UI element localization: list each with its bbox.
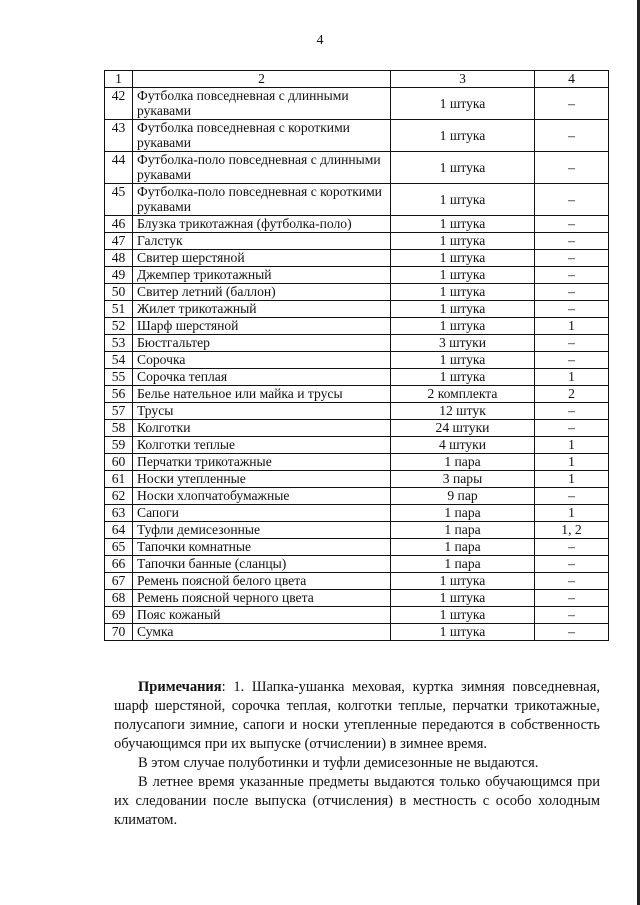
row-quantity: 1 пара: [391, 505, 535, 522]
row-number: 46: [105, 216, 133, 233]
row-quantity: 1 штука: [391, 267, 535, 284]
row-quantity: 24 штуки: [391, 420, 535, 437]
row-quantity: 1 штука: [391, 250, 535, 267]
table-row: [105, 250, 609, 267]
row-item-name: Футболка-поло повседневная с короткими рукавами: [133, 184, 391, 216]
row-item-name: Жилет трикотажный: [133, 301, 391, 318]
row-number: 62: [105, 488, 133, 505]
row-item-name: Ремень поясной белого цвета: [133, 573, 391, 590]
row-note-ref: –: [535, 488, 609, 505]
table-row: [105, 437, 609, 454]
row-item-name: Белье нательное или майка и трусы: [133, 386, 391, 403]
table-row: [105, 386, 609, 403]
row-item-name: Шарф шерстяной: [133, 318, 391, 335]
row-note-ref: –: [535, 152, 609, 184]
table-row: [105, 152, 609, 184]
row-item-name: Блузка трикотажная (футболка-поло): [133, 216, 391, 233]
row-number: 65: [105, 539, 133, 556]
clothing-items-table: [104, 70, 609, 641]
table-body: [105, 88, 609, 641]
row-note-ref: –: [535, 590, 609, 607]
row-number: 59: [105, 437, 133, 454]
row-quantity: 1 штука: [391, 120, 535, 152]
row-item-name: Джемпер трикотажный: [133, 267, 391, 284]
row-number: 48: [105, 250, 133, 267]
row-item-name: Свитер летний (баллон): [133, 284, 391, 301]
row-number: 52: [105, 318, 133, 335]
table-row: [105, 216, 609, 233]
row-item-name: Тапочки банные (сланцы): [133, 556, 391, 573]
row-item-name: Трусы: [133, 403, 391, 420]
row-quantity: 1 штука: [391, 590, 535, 607]
table-row: [105, 505, 609, 522]
table-row: [105, 369, 609, 386]
row-quantity: 1 штука: [391, 301, 535, 318]
row-quantity: 1 штука: [391, 624, 535, 641]
header-col-2: 2: [133, 71, 391, 88]
row-number: 56: [105, 386, 133, 403]
row-note-ref: 1: [535, 471, 609, 488]
row-item-name: Футболка повседневная с короткими рукавами: [133, 120, 391, 152]
row-note-ref: –: [535, 335, 609, 352]
row-quantity: 1 штука: [391, 607, 535, 624]
table-row: [105, 539, 609, 556]
row-quantity: 1 пара: [391, 556, 535, 573]
row-note-ref: 1, 2: [535, 522, 609, 539]
table-row: [105, 318, 609, 335]
table-row: [105, 590, 609, 607]
row-note-ref: –: [535, 284, 609, 301]
row-item-name: Колготки: [133, 420, 391, 437]
notes-section: [114, 678, 600, 830]
row-quantity: 12 штук: [391, 403, 535, 420]
row-note-ref: –: [535, 539, 609, 556]
table-row: [105, 624, 609, 641]
row-number: 60: [105, 454, 133, 471]
table-row: [105, 573, 609, 590]
row-number: 55: [105, 369, 133, 386]
row-item-name: Футболка повседневная с длинными рукавами: [133, 88, 391, 120]
table-row: [105, 471, 609, 488]
table-row: [105, 120, 609, 152]
table-row: [105, 233, 609, 250]
row-item-name: Галстук: [133, 233, 391, 250]
row-quantity: 1 штука: [391, 352, 535, 369]
row-note-ref: –: [535, 556, 609, 573]
row-number: 66: [105, 556, 133, 573]
row-note-ref: –: [535, 573, 609, 590]
row-note-ref: –: [535, 233, 609, 250]
notes-paragraph-3: В летнее время указанные предметы выдаются только обучающимся при их следовании после выпуска (отчисления) в местность с особо холодным климатом.: [114, 774, 600, 828]
row-note-ref: 1: [535, 437, 609, 454]
row-item-name: Сорочка теплая: [133, 369, 391, 386]
row-note-ref: 2: [535, 386, 609, 403]
row-note-ref: 1: [535, 318, 609, 335]
row-note-ref: –: [535, 624, 609, 641]
row-quantity: 1 штука: [391, 184, 535, 216]
table-row: [105, 184, 609, 216]
row-number: 51: [105, 301, 133, 318]
row-item-name: Ремень поясной черного цвета: [133, 590, 391, 607]
row-number: 70: [105, 624, 133, 641]
row-number: 53: [105, 335, 133, 352]
table-row: [105, 88, 609, 120]
row-note-ref: –: [535, 216, 609, 233]
row-quantity: 1 штука: [391, 216, 535, 233]
row-note-ref: –: [535, 184, 609, 216]
row-quantity: 1 штука: [391, 318, 535, 335]
row-quantity: 1 штука: [391, 152, 535, 184]
row-number: 42: [105, 88, 133, 120]
row-item-name: Колготки теплые: [133, 437, 391, 454]
row-number: 58: [105, 420, 133, 437]
row-quantity: 3 штуки: [391, 335, 535, 352]
table-row: [105, 607, 609, 624]
table-row: [105, 267, 609, 284]
table-row: [105, 522, 609, 539]
row-number: 63: [105, 505, 133, 522]
row-number: 67: [105, 573, 133, 590]
notes-paragraph-1: [114, 678, 600, 754]
row-number: 68: [105, 590, 133, 607]
row-item-name: Пояс кожаный: [133, 607, 391, 624]
row-note-ref: –: [535, 267, 609, 284]
row-note-ref: –: [535, 607, 609, 624]
row-quantity: 1 штука: [391, 88, 535, 120]
row-quantity: 1 пара: [391, 454, 535, 471]
row-quantity: 2 комплекта: [391, 386, 535, 403]
row-item-name: Сумка: [133, 624, 391, 641]
row-number: 69: [105, 607, 133, 624]
row-number: 54: [105, 352, 133, 369]
row-quantity: 1 штука: [391, 284, 535, 301]
row-item-name: Сапоги: [133, 505, 391, 522]
table-row: [105, 454, 609, 471]
row-quantity: 1 штука: [391, 369, 535, 386]
row-item-name: Тапочки комнатные: [133, 539, 391, 556]
row-item-name: Туфли демисезонные: [133, 522, 391, 539]
row-quantity: 1 штука: [391, 573, 535, 590]
row-item-name: Свитер шерстяной: [133, 250, 391, 267]
row-note-ref: 1: [535, 505, 609, 522]
row-quantity: 4 штуки: [391, 437, 535, 454]
table-header-row: [105, 71, 609, 88]
row-item-name: Бюстгальтер: [133, 335, 391, 352]
row-item-name: Футболка-поло повседневная с длинными рукавами: [133, 152, 391, 184]
row-item-name: Перчатки трикотажные: [133, 454, 391, 471]
row-number: 47: [105, 233, 133, 250]
row-note-ref: –: [535, 420, 609, 437]
row-item-name: Сорочка: [133, 352, 391, 369]
header-col-4: 4: [535, 71, 609, 88]
header-col-1: 1: [105, 71, 133, 88]
row-note-ref: –: [535, 88, 609, 120]
row-quantity: 3 пары: [391, 471, 535, 488]
row-quantity: 1 пара: [391, 539, 535, 556]
row-note-ref: –: [535, 403, 609, 420]
row-number: 57: [105, 403, 133, 420]
row-number: 44: [105, 152, 133, 184]
row-number: 50: [105, 284, 133, 301]
row-number: 64: [105, 522, 133, 539]
page-number: 4: [316, 33, 324, 48]
row-number: 43: [105, 120, 133, 152]
row-note-ref: –: [535, 301, 609, 318]
header-col-3: 3: [391, 71, 535, 88]
row-item-name: Носки утепленные: [133, 471, 391, 488]
table-row: [105, 556, 609, 573]
row-note-ref: –: [535, 250, 609, 267]
table-row: [105, 335, 609, 352]
row-number: 49: [105, 267, 133, 284]
row-note-ref: 1: [535, 454, 609, 471]
notes-paragraph-2: В этом случае полуботинки и туфли демисезонные не выдаются.: [138, 755, 539, 771]
table-row: [105, 420, 609, 437]
table-row: [105, 301, 609, 318]
table-row: [105, 352, 609, 369]
row-quantity: 1 пара: [391, 522, 535, 539]
row-quantity: 1 штука: [391, 233, 535, 250]
notes-text-1: : 1. Шапка-ушанка меховая, куртка зимняя повседневная, шарф шерстяной, сорочка теплая, колготки теплые, перчатки трикотажные, полусапоги зимние, сапоги и носки утепленные передаются в собственность обучающимся при их выпуске (отчислении) в зимнее время.: [114, 679, 600, 752]
row-quantity: 9 пар: [391, 488, 535, 505]
row-number: 45: [105, 184, 133, 216]
table-row: [105, 488, 609, 505]
row-item-name: Носки хлопчатобумажные: [133, 488, 391, 505]
notes-heading: Примечания: [138, 679, 222, 695]
row-note-ref: 1: [535, 369, 609, 386]
row-note-ref: –: [535, 352, 609, 369]
table-row: [105, 403, 609, 420]
table-row: [105, 284, 609, 301]
row-number: 61: [105, 471, 133, 488]
row-note-ref: –: [535, 120, 609, 152]
